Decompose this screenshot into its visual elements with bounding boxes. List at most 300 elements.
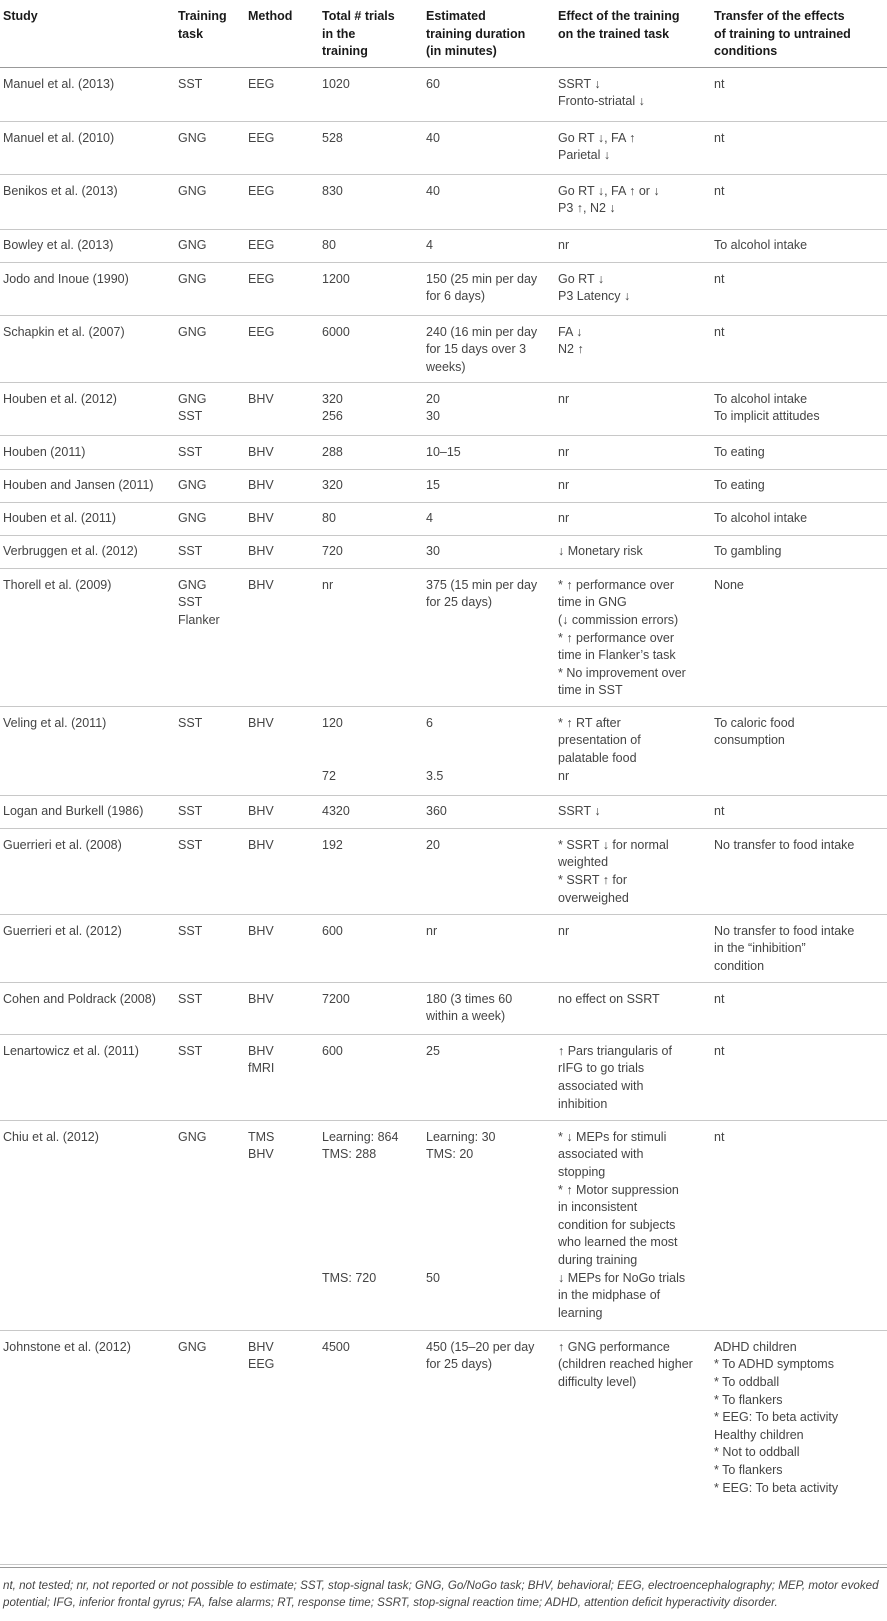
cell-total-trials bbox=[320, 828, 424, 914]
table-row bbox=[0, 502, 887, 535]
cell-line: inhibition bbox=[558, 1096, 608, 1111]
cell-line bbox=[426, 1217, 554, 1235]
cell-line bbox=[322, 1182, 422, 1200]
cell-line: Flanker bbox=[178, 612, 220, 627]
cell-line: SSRT ↓ bbox=[558, 803, 601, 818]
cell-line: GNG bbox=[178, 1339, 207, 1354]
cell-training-duration bbox=[424, 706, 556, 795]
cell-line: BHV bbox=[248, 543, 274, 558]
cell-line: SST bbox=[178, 1043, 203, 1058]
cell-method bbox=[246, 502, 320, 535]
cell-line: 4 bbox=[426, 237, 433, 252]
cell-transfer-untrained bbox=[712, 262, 887, 315]
cell-line: nr bbox=[322, 577, 334, 592]
cell-effect-trained-task bbox=[556, 174, 712, 229]
cell-study bbox=[0, 828, 176, 914]
cell-total-trials bbox=[320, 67, 424, 121]
cell-line: nt bbox=[714, 1043, 725, 1058]
cell-line: * To flankers bbox=[714, 1392, 783, 1407]
cell-training-task bbox=[176, 315, 246, 382]
cell-line: * ↓ MEPs for stimuli bbox=[558, 1129, 667, 1144]
cell-line: 15 bbox=[426, 477, 440, 492]
cell-total-trials bbox=[320, 174, 424, 229]
cell-line: Healthy children bbox=[714, 1427, 804, 1442]
cell-line: in the “inhibition” bbox=[714, 941, 806, 956]
cell-study bbox=[0, 435, 176, 469]
cell-line: for 15 days over 3 bbox=[426, 342, 527, 357]
cell-line: BHV bbox=[248, 991, 274, 1006]
cell-training-task bbox=[176, 982, 246, 1034]
cell-effect-trained-task bbox=[556, 982, 712, 1034]
column-header-training-task bbox=[176, 0, 246, 67]
cell-study bbox=[0, 67, 176, 121]
cell-line: Go RT ↓, FA ↑ bbox=[558, 130, 636, 145]
cell-line: * No improvement over bbox=[558, 665, 686, 680]
table-row bbox=[0, 174, 887, 229]
cell-method bbox=[246, 535, 320, 568]
cell-total-trials bbox=[320, 229, 424, 262]
cell-line bbox=[426, 1182, 554, 1200]
column-header-line: Estimated bbox=[426, 9, 486, 23]
cell-line bbox=[322, 1234, 422, 1252]
cell-line: * ↑ performance over bbox=[558, 577, 675, 592]
cell-line: 20 bbox=[426, 391, 440, 406]
cell-line bbox=[426, 1252, 554, 1270]
cell-line: 80 bbox=[322, 237, 336, 252]
cell-line: GNG bbox=[178, 130, 207, 145]
cell-line: 30 bbox=[426, 543, 440, 558]
cell-training-duration bbox=[424, 795, 556, 828]
cell-total-trials bbox=[320, 435, 424, 469]
cell-line: 10–15 bbox=[426, 444, 461, 459]
cell-line: time in GNG bbox=[558, 595, 627, 610]
cell-method bbox=[246, 795, 320, 828]
cell-effect-trained-task bbox=[556, 1034, 712, 1120]
cell-transfer-untrained bbox=[712, 67, 887, 121]
cell-method bbox=[246, 174, 320, 229]
cell-line: Parietal ↓ bbox=[558, 148, 611, 163]
cell-line: P3 Latency ↓ bbox=[558, 289, 631, 304]
cell-line: 720 bbox=[322, 543, 343, 558]
cell-line: SST bbox=[178, 803, 203, 818]
cell-line: 256 bbox=[322, 409, 343, 424]
cell-line: within a week) bbox=[426, 1009, 506, 1024]
cell-effect-trained-task bbox=[556, 469, 712, 502]
cell-line: nr bbox=[558, 923, 570, 938]
column-header-method bbox=[246, 0, 320, 67]
cell-study bbox=[0, 535, 176, 568]
cell-line: SST bbox=[178, 595, 203, 610]
column-header-effect-trained-task bbox=[556, 0, 712, 67]
cell-transfer-untrained bbox=[712, 1034, 887, 1120]
cell-study bbox=[0, 315, 176, 382]
cell-line: in inconsistent bbox=[558, 1200, 638, 1215]
cell-line: * EEG: To beta activity bbox=[714, 1410, 839, 1425]
cell-line bbox=[322, 1164, 422, 1182]
cell-line: * EEG: To beta activity bbox=[714, 1480, 839, 1495]
cell-line: BHV bbox=[248, 923, 274, 938]
cell-total-trials bbox=[320, 382, 424, 435]
table-row bbox=[0, 229, 887, 262]
cell-method bbox=[246, 469, 320, 502]
cell-method bbox=[246, 1034, 320, 1120]
cell-line: time in Flanker’s task bbox=[558, 648, 676, 663]
cell-line: 600 bbox=[322, 1043, 343, 1058]
cell-line: learning bbox=[558, 1305, 603, 1320]
cell-line: 450 (15–20 per day bbox=[426, 1339, 535, 1354]
cell-line: associated with bbox=[558, 1147, 644, 1162]
column-header-training-duration bbox=[424, 0, 556, 67]
cell-line bbox=[426, 1199, 554, 1217]
cell-line: ↓ Monetary risk bbox=[558, 543, 643, 558]
cell-line: difficulty level) bbox=[558, 1374, 637, 1389]
cell-line: FA ↓ bbox=[558, 324, 583, 339]
cell-training-duration bbox=[424, 174, 556, 229]
cell-line bbox=[322, 732, 422, 750]
cell-line: Benikos et al. (2013) bbox=[3, 183, 118, 198]
cell-training-task bbox=[176, 1120, 246, 1330]
cell-line: Houben and Jansen (2011) bbox=[3, 477, 154, 492]
cell-line: EEG bbox=[248, 1357, 275, 1372]
cell-transfer-untrained bbox=[712, 1120, 887, 1330]
table-row bbox=[0, 121, 887, 174]
cell-total-trials bbox=[320, 706, 424, 795]
table-row bbox=[0, 469, 887, 502]
cell-line: SST bbox=[178, 409, 203, 424]
cell-effect-trained-task bbox=[556, 121, 712, 174]
cell-line bbox=[426, 750, 554, 768]
cell-line: SST bbox=[178, 76, 203, 91]
cell-line: P3 ↑, N2 ↓ bbox=[558, 201, 616, 216]
cell-line: To alcohol intake bbox=[714, 391, 808, 406]
cell-line: who learned the most bbox=[558, 1235, 678, 1250]
cell-line: GNG bbox=[178, 1129, 207, 1144]
table-bottom-rule bbox=[0, 1567, 887, 1568]
cell-line: * To ADHD symptoms bbox=[714, 1357, 834, 1372]
cell-line: nt bbox=[714, 130, 725, 145]
cell-line bbox=[426, 1234, 554, 1252]
cell-method bbox=[246, 982, 320, 1034]
column-header-line: training bbox=[322, 44, 368, 59]
cell-line: 120 bbox=[322, 715, 343, 730]
cell-study bbox=[0, 121, 176, 174]
cell-line: GNG bbox=[178, 324, 207, 339]
cell-line: SST bbox=[178, 543, 203, 558]
cell-total-trials bbox=[320, 121, 424, 174]
cell-study bbox=[0, 262, 176, 315]
cell-study bbox=[0, 1330, 176, 1564]
cell-transfer-untrained bbox=[712, 568, 887, 706]
cell-line: To alcohol intake bbox=[714, 510, 808, 525]
cell-transfer-untrained bbox=[712, 982, 887, 1034]
cell-line: Chiu et al. (2012) bbox=[3, 1129, 99, 1144]
cell-line: 3.5 bbox=[426, 768, 444, 783]
cell-line: * Not to oddball bbox=[714, 1445, 800, 1460]
table-row bbox=[0, 914, 887, 982]
cell-line: 20 bbox=[426, 837, 440, 852]
cell-line: * ↑ RT after bbox=[558, 715, 621, 730]
cell-training-duration bbox=[424, 67, 556, 121]
cell-line: nr bbox=[558, 768, 570, 783]
cell-training-duration bbox=[424, 1120, 556, 1330]
cell-line: nr bbox=[426, 923, 438, 938]
cell-training-task bbox=[176, 469, 246, 502]
cell-line: fMRI bbox=[248, 1061, 275, 1076]
cell-line: TMS: 20 bbox=[426, 1147, 474, 1162]
cell-line: EEG bbox=[248, 237, 275, 252]
cell-effect-trained-task bbox=[556, 67, 712, 121]
cell-line: * SSRT ↓ for normal bbox=[558, 837, 669, 852]
cell-line: Houben et al. (2012) bbox=[3, 391, 117, 406]
cell-line: EEG bbox=[248, 324, 275, 339]
cell-effect-trained-task bbox=[556, 229, 712, 262]
cell-line: 72 bbox=[322, 768, 336, 783]
cell-line: 4500 bbox=[322, 1339, 350, 1354]
cell-line: ADHD children bbox=[714, 1339, 797, 1354]
cell-line: TMS: 720 bbox=[322, 1270, 377, 1285]
cell-line: EEG bbox=[248, 130, 275, 145]
cell-method bbox=[246, 1120, 320, 1330]
cell-line: Schapkin et al. (2007) bbox=[3, 324, 125, 339]
cell-line: To eating bbox=[714, 477, 765, 492]
cell-line: GNG bbox=[178, 577, 207, 592]
cell-method bbox=[246, 262, 320, 315]
cell-line: Cohen and Poldrack (2008) bbox=[3, 991, 156, 1006]
cell-method bbox=[246, 121, 320, 174]
cell-line: BHV bbox=[248, 1339, 274, 1354]
cell-line bbox=[322, 1199, 422, 1217]
cell-line: associated with bbox=[558, 1078, 644, 1093]
cell-line: for 25 days) bbox=[426, 595, 493, 610]
cell-line: EEG bbox=[248, 76, 275, 91]
cell-transfer-untrained bbox=[712, 315, 887, 382]
cell-study bbox=[0, 174, 176, 229]
cell-study bbox=[0, 706, 176, 795]
column-header-line: Total # trials bbox=[322, 9, 395, 23]
cell-line: nt bbox=[714, 324, 725, 339]
cell-line bbox=[322, 1217, 422, 1235]
cell-training-task bbox=[176, 795, 246, 828]
cell-line: for 6 days) bbox=[426, 289, 486, 304]
cell-method bbox=[246, 315, 320, 382]
cell-line: nr bbox=[558, 237, 570, 252]
cell-training-task bbox=[176, 229, 246, 262]
cell-training-duration bbox=[424, 535, 556, 568]
cell-line: Manuel et al. (2013) bbox=[3, 76, 115, 91]
cell-line: 6 bbox=[426, 715, 433, 730]
cell-study bbox=[0, 982, 176, 1034]
cell-effect-trained-task bbox=[556, 914, 712, 982]
cell-method bbox=[246, 229, 320, 262]
cell-method bbox=[246, 568, 320, 706]
cell-method bbox=[246, 382, 320, 435]
cell-line: TMS: 288 bbox=[322, 1147, 377, 1162]
column-header-total-trials bbox=[320, 0, 424, 67]
table-body bbox=[0, 67, 887, 1564]
cell-training-task bbox=[176, 535, 246, 568]
cell-line: None bbox=[714, 577, 744, 592]
cell-line: Johnstone et al. (2012) bbox=[3, 1339, 131, 1354]
cell-total-trials bbox=[320, 262, 424, 315]
cell-line: SSRT ↓ bbox=[558, 76, 601, 91]
cell-line: 150 (25 min per day bbox=[426, 271, 538, 286]
cell-line: 25 bbox=[426, 1043, 440, 1058]
cell-line: * SSRT ↑ for bbox=[558, 872, 628, 887]
cell-line: To alcohol intake bbox=[714, 237, 808, 252]
cell-training-task bbox=[176, 435, 246, 469]
cell-line: N2 ↑ bbox=[558, 342, 584, 357]
cell-training-duration bbox=[424, 121, 556, 174]
cell-line: Go RT ↓ bbox=[558, 271, 605, 286]
cell-training-duration bbox=[424, 982, 556, 1034]
cell-training-task bbox=[176, 1034, 246, 1120]
cell-line: 320 bbox=[322, 477, 343, 492]
cell-line: To gambling bbox=[714, 543, 782, 558]
cell-line: 288 bbox=[322, 444, 343, 459]
cell-line bbox=[426, 732, 554, 750]
cell-transfer-untrained bbox=[712, 435, 887, 469]
cell-line: ↑ GNG performance bbox=[558, 1339, 670, 1354]
cell-line: 50 bbox=[426, 1270, 440, 1285]
cell-line: Fronto-striatal ↓ bbox=[558, 94, 645, 109]
table-row bbox=[0, 828, 887, 914]
cell-training-duration bbox=[424, 1330, 556, 1564]
cell-line: To eating bbox=[714, 444, 765, 459]
cell-training-duration bbox=[424, 568, 556, 706]
cell-line: No transfer to food intake bbox=[714, 837, 855, 852]
cell-line: 240 (16 min per day bbox=[426, 324, 538, 339]
cell-line: GNG bbox=[178, 391, 207, 406]
cell-line: 40 bbox=[426, 130, 440, 145]
cell-effect-trained-task bbox=[556, 535, 712, 568]
cell-line: 192 bbox=[322, 837, 343, 852]
cell-method bbox=[246, 706, 320, 795]
cell-transfer-untrained bbox=[712, 535, 887, 568]
cell-study bbox=[0, 1034, 176, 1120]
cell-study bbox=[0, 382, 176, 435]
cell-line: BHV bbox=[248, 391, 274, 406]
cell-transfer-untrained bbox=[712, 382, 887, 435]
cell-line: consumption bbox=[714, 733, 785, 748]
cell-line: Houben et al. (2011) bbox=[3, 510, 117, 525]
cell-total-trials bbox=[320, 1034, 424, 1120]
cell-effect-trained-task bbox=[556, 828, 712, 914]
cell-line: Go RT ↓, FA ↑ or ↓ bbox=[558, 183, 660, 198]
cell-study bbox=[0, 914, 176, 982]
cell-line: in the midphase of bbox=[558, 1288, 661, 1303]
cell-line bbox=[322, 1252, 422, 1270]
cell-line: BHV bbox=[248, 1147, 274, 1162]
table-footnote: nt, not tested; nr, not reported or not possible to estimate; SST, stop-signal task; GNG, Go/NoGo task; BHV, behavioral; EEG, electroencephalography; MEP, motor evoked potential; IFG, inferior frontal gyrus; FA, false alarms; RT, response time; SSRT, stop-signal reaction time; ADHD, attention deficit hyperactivity disorder. bbox=[3, 1579, 879, 1609]
cell-training-task bbox=[176, 121, 246, 174]
cell-line: 528 bbox=[322, 130, 343, 145]
cell-line: weeks) bbox=[426, 359, 466, 374]
cell-effect-trained-task bbox=[556, 1330, 712, 1564]
cell-line: (children reached higher bbox=[558, 1357, 693, 1372]
cell-line: during training bbox=[558, 1252, 638, 1267]
cell-line: 4320 bbox=[322, 803, 350, 818]
cell-line: palatable food bbox=[558, 750, 637, 765]
cell-line: 30 bbox=[426, 409, 440, 424]
cell-training-duration bbox=[424, 469, 556, 502]
cell-line: 360 bbox=[426, 803, 447, 818]
cell-training-duration bbox=[424, 229, 556, 262]
column-header-line: Study bbox=[3, 9, 38, 23]
cell-line: nr bbox=[558, 444, 570, 459]
table-row bbox=[0, 262, 887, 315]
cell-line: nr bbox=[558, 510, 570, 525]
cell-training-duration bbox=[424, 315, 556, 382]
cell-line: BHV bbox=[248, 477, 274, 492]
cell-line: BHV bbox=[248, 803, 274, 818]
cell-line: Guerrieri et al. (2008) bbox=[3, 837, 122, 852]
cell-line: weighted bbox=[558, 855, 609, 870]
cell-line: for 25 days) bbox=[426, 1357, 493, 1372]
table-row bbox=[0, 795, 887, 828]
table-row bbox=[0, 982, 887, 1034]
table-row bbox=[0, 1120, 887, 1330]
cell-line: Logan and Burkell (1986) bbox=[3, 803, 144, 818]
cell-line: 6000 bbox=[322, 324, 350, 339]
cell-study bbox=[0, 568, 176, 706]
cell-line: condition for subjects bbox=[558, 1217, 676, 1232]
cell-study bbox=[0, 795, 176, 828]
cell-training-duration bbox=[424, 1034, 556, 1120]
cell-method bbox=[246, 914, 320, 982]
cell-total-trials bbox=[320, 914, 424, 982]
cell-line: 4 bbox=[426, 510, 433, 525]
cell-training-task bbox=[176, 502, 246, 535]
cell-transfer-untrained bbox=[712, 121, 887, 174]
cell-line: Thorell et al. (2009) bbox=[3, 577, 112, 592]
cell-study bbox=[0, 1120, 176, 1330]
cell-total-trials bbox=[320, 502, 424, 535]
cell-line: no effect on SSRT bbox=[558, 991, 660, 1006]
cell-training-duration bbox=[424, 828, 556, 914]
cell-line: BHV bbox=[248, 1043, 274, 1058]
cell-line: 80 bbox=[322, 510, 336, 525]
cell-effect-trained-task bbox=[556, 502, 712, 535]
cell-line: GNG bbox=[178, 477, 207, 492]
cell-study bbox=[0, 502, 176, 535]
cell-total-trials bbox=[320, 469, 424, 502]
cell-effect-trained-task bbox=[556, 435, 712, 469]
cell-line: nr bbox=[558, 477, 570, 492]
cell-training-task bbox=[176, 67, 246, 121]
cell-line: GNG bbox=[178, 510, 207, 525]
cell-line: 60 bbox=[426, 76, 440, 91]
cell-training-task bbox=[176, 914, 246, 982]
cell-training-task bbox=[176, 382, 246, 435]
column-header-line: in the bbox=[322, 26, 356, 41]
cell-line: BHV bbox=[248, 510, 274, 525]
cell-method bbox=[246, 1330, 320, 1564]
cell-transfer-untrained bbox=[712, 795, 887, 828]
cell-line: BHV bbox=[248, 837, 274, 852]
cell-effect-trained-task bbox=[556, 568, 712, 706]
cell-method bbox=[246, 828, 320, 914]
cell-effect-trained-task bbox=[556, 1120, 712, 1330]
cell-line bbox=[426, 1164, 554, 1182]
cell-total-trials bbox=[320, 982, 424, 1034]
cell-line: 830 bbox=[322, 183, 343, 198]
cell-total-trials bbox=[320, 1120, 424, 1330]
cell-training-task bbox=[176, 706, 246, 795]
cell-study bbox=[0, 469, 176, 502]
cell-total-trials bbox=[320, 315, 424, 382]
cell-line: nt bbox=[714, 1129, 725, 1144]
cell-line: TMS bbox=[248, 1129, 275, 1144]
